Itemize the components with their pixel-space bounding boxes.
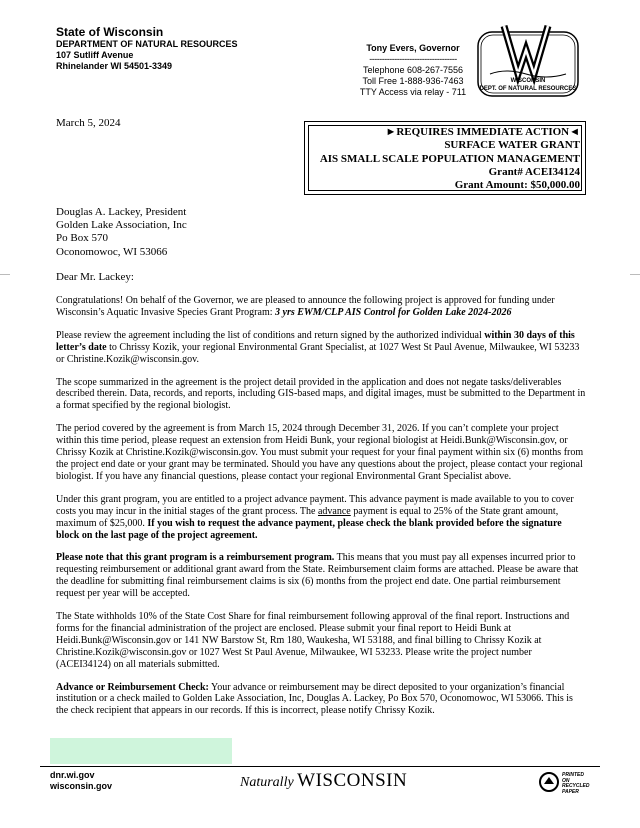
city-address: Rhinelander WI 54501-3349 bbox=[56, 61, 173, 71]
letter-date: March 5, 2024 bbox=[56, 117, 121, 129]
paragraph-4: The period covered by the agreement is from March 15, 2024 through December 31, 2026. If you can’t complete your project within this time period, please request an extension from Heidi Bunk, your regional biologist at Heidi.Bunk@Wisconsin.gov, or Chrissy Kozik at Christine.Kozik@wisconsin.gov. You must submit your request for your final payment within six (6) months from the project end date or your grant may be terminated. Should you have any questions about the project, please contact your regional biologist. If you have any financial questions, please contact your regional Environmental Grant Specialist above. bbox=[56, 423, 584, 482]
street-address: 107 Sutliff Avenue bbox=[56, 50, 134, 60]
footer-divider bbox=[40, 766, 600, 767]
governor-block bbox=[356, 43, 470, 98]
paragraph-7: The State withholds 10% of the State Cost Share for final reimbursement following approval of the final report. Instructions and forms for the financial administration of the project are enclosed. Please submit your final report to Heidi Bunk at Heidi.Bunk@Wisconsin.gov or 141 NW Barstow St, Rm 180, Waukesha, WI 53188, and final billing to Chrissy Kozik at Christine.Kozik@wisconsin.gov or 1027 West St Paul Avenue, Milwaukee, WI 53233. Please write the project number (ACEI34124) on all materials submitted. bbox=[56, 611, 570, 670]
footer-websites bbox=[50, 770, 112, 792]
paragraph-6: Please note that this grant program is a reimbursement program. This means that you must pay all expenses incurred prior to requesting reimbursement or additional grant award from the State. Reimbursement claim forms are attached. Please be aware that the deadline for submitting final reimbursement claims is six (6) months from the project end date. One partial reimbursement request per year will be accepted. bbox=[56, 552, 579, 600]
wisconsin-link[interactable]: wisconsin.gov bbox=[50, 781, 113, 791]
logo-line1: WISCONSIN bbox=[510, 78, 546, 84]
recycled-paper-badge: PRINTED ON RECYCLED PAPER bbox=[538, 772, 598, 792]
grant-amount: Grant Amount: $50,000.00 bbox=[454, 179, 580, 192]
tty: TTY Access via relay - 711 bbox=[359, 87, 467, 97]
paragraph-1: Congratulations! On behalf of the Governor, we are pleased to announce the following project is approved for funding under Wisconsin’s Aquatic Invasive Species Grant Program: 3 yrs EWM/CLP AIS Control for Golden Lake 2024-2026 bbox=[56, 295, 555, 318]
fold-mark-right bbox=[630, 274, 640, 275]
fold-mark-left bbox=[0, 274, 10, 275]
department-name: DEPARTMENT OF NATURAL RESOURCES bbox=[56, 39, 238, 49]
action-box bbox=[304, 121, 586, 195]
action-line1: ►REQUIRES IMMEDIATE ACTION◄ bbox=[385, 126, 580, 138]
dnr-logo bbox=[476, 22, 580, 98]
letter-body bbox=[56, 295, 586, 728]
telephone: Telephone 608-267-7556 bbox=[362, 65, 464, 75]
recipient-org: Golden Lake Association, Inc bbox=[56, 219, 187, 232]
recipient-box: Po Box 570 bbox=[56, 232, 108, 245]
recycle-icon bbox=[538, 772, 560, 792]
paragraph-3: The scope summarized in the agreement is the project detail provided in the application and does not negate tasks/deliverables described therein. Data, records, and reports, including GIS-based maps, and digital images, must be submitted to the Department in a format specified by the regional biologist. bbox=[56, 376, 586, 412]
action-line3: AIS SMALL SCALE POPULATION MANAGEMENT bbox=[319, 152, 580, 165]
governor-name: Tony Evers, Governor bbox=[366, 43, 460, 53]
governor-divider: ----------------------------------- bbox=[369, 54, 457, 64]
recipient-name: Douglas A. Lackey, President bbox=[56, 206, 187, 218]
paragraph-8: Advance or Reimbursement Check: Your advance or reimbursement may be direct deposited to your organization’s financial institution or a check mailed to Golden Lake Association, Inc, Douglas A. Lackey, Po Box 570, Oconomowoc, WI 53066. This is the check recipient that appears in our records. If this is incorrect, please notify Chrissy Kozik. bbox=[56, 681, 573, 717]
grant-number: Grant# ACEI34124 bbox=[488, 165, 580, 178]
salutation: Dear Mr. Lackey: bbox=[56, 271, 134, 283]
paragraph-2: Please review the agreement including the list of conditions and return signed by the authorized individual within 30 days of this letter’s date to Chrissy Kozik, your regional Environmental Grant Specialist, at 1027 West St Paul Avenue, Milwaukee, WI 53233 or Christine.Kozik@wisconsin.gov. bbox=[56, 329, 580, 365]
toll-free: Toll Free 1-888-936-7463 bbox=[362, 76, 464, 86]
highlight-mark bbox=[50, 738, 232, 764]
recipient-address bbox=[56, 206, 187, 259]
state-name: State of Wisconsin bbox=[56, 25, 164, 39]
paragraph-5: Under this grant program, you are entitled to a project advance payment. This advance payment is made available to you to cover costs you may incur in the initial stages of the grant process. The advance payment is equal to 25% of the State grant amount, maximum of $25,000. If you wish to request the advance payment, please check the blank provided before the signature block on the last page of the project agreement. bbox=[56, 493, 574, 541]
agency-address bbox=[56, 26, 238, 72]
naturally-wisconsin: Naturally WISCONSIN bbox=[240, 770, 408, 791]
action-line2: SURFACE WATER GRANT bbox=[444, 139, 580, 152]
dnr-link[interactable]: dnr.wi.gov bbox=[50, 770, 95, 780]
logo-line2: DEPT. OF NATURAL RESOURCES bbox=[479, 86, 577, 92]
recipient-city: Oconomowoc, WI 53066 bbox=[56, 245, 168, 258]
